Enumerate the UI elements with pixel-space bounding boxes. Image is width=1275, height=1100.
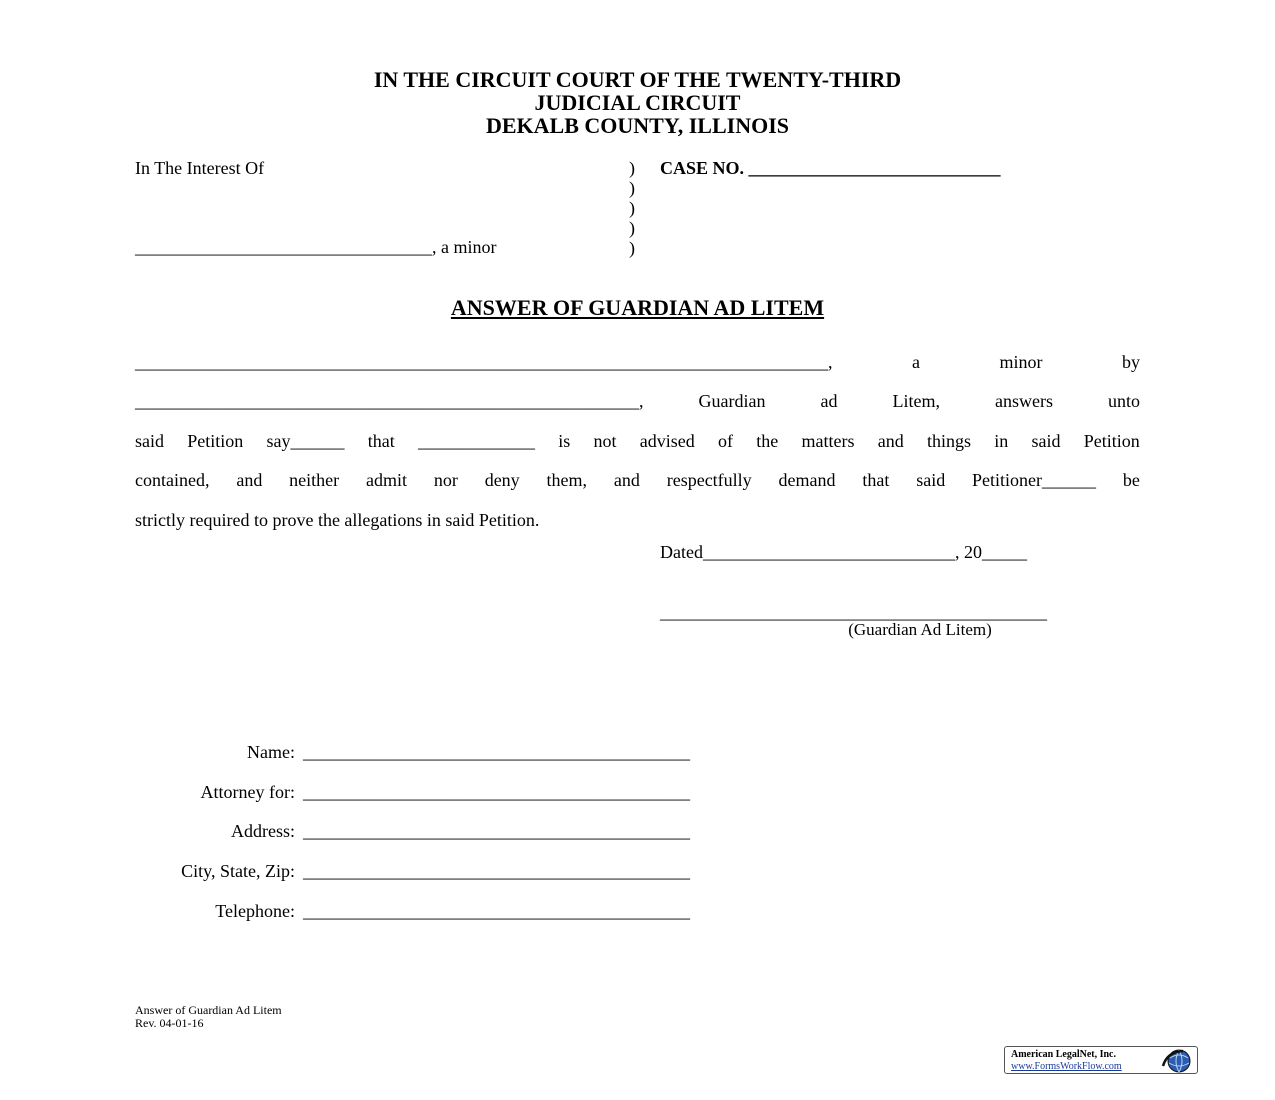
- body-word: ad: [820, 391, 838, 412]
- body-word: not: [593, 430, 617, 451]
- body-word: Petition: [1083, 430, 1140, 451]
- body-word: a: [912, 352, 920, 372]
- body-line-3: [135, 422, 1140, 461]
- attorney-address-row: [135, 812, 690, 852]
- body-word: neither: [289, 470, 340, 491]
- party-blank[interactable]: _____________: [418, 430, 536, 451]
- attorney-block: [135, 733, 690, 931]
- body-word: the: [756, 430, 779, 451]
- body-word: deny: [484, 470, 520, 491]
- body-word: admit: [366, 470, 407, 491]
- body-word: and: [236, 470, 263, 491]
- court-header-line-1: IN THE CIRCUIT COURT OF THE TWENTY-THIRD: [373, 67, 902, 92]
- say-blank[interactable]: say______: [266, 430, 345, 451]
- body-word: said: [1031, 430, 1061, 451]
- body-word: advised: [639, 430, 695, 451]
- body-word: Guardian: [698, 391, 766, 412]
- body-line-5: [135, 501, 1140, 540]
- publisher-name: American LegalNet, Inc.: [1011, 1049, 1116, 1060]
- body-word: is: [558, 430, 571, 451]
- body-word: things: [927, 430, 972, 451]
- caption-paren: ): [629, 238, 635, 258]
- form-footer: [135, 1004, 282, 1030]
- dated-field[interactable]: Dated____________________________, 20_____: [660, 542, 1027, 562]
- minor-name-blank[interactable]: _____________________________________________________________________________,: [135, 352, 833, 372]
- body-word: Litem,: [892, 391, 940, 412]
- body-word: demand: [778, 470, 836, 491]
- body-word: answers: [994, 391, 1053, 412]
- body-word: Petition: [187, 430, 244, 451]
- body-word: said: [135, 430, 164, 451]
- body-text-line: strictly required to prove the allegations in said Petition.: [135, 509, 540, 530]
- body-line-4: [135, 461, 1140, 500]
- body-word: unto: [1107, 391, 1140, 412]
- body-word: by: [1122, 352, 1140, 372]
- court-header-line-3: DEKALB COUNTY, ILLINOIS: [486, 113, 789, 138]
- attorney-telephone-field[interactable]: ___________________________________________: [303, 900, 690, 921]
- signature-line[interactable]: ___________________________________________: [660, 602, 1047, 622]
- attorney-name-row: [135, 733, 690, 773]
- attorney-field-label: Telephone:: [215, 900, 295, 921]
- body-line-2: [135, 382, 1140, 421]
- body-word: be: [1122, 470, 1140, 491]
- attorney-city-field[interactable]: ___________________________________________: [303, 861, 690, 882]
- body-word: said: [916, 470, 946, 491]
- caption-parens: [629, 158, 635, 258]
- court-header: [0, 68, 1275, 137]
- attorney-address-field[interactable]: ___________________________________________: [303, 821, 690, 842]
- attorney-city-row: [135, 852, 690, 892]
- publisher-url[interactable]: www.FormsWorkFlow.com: [1011, 1061, 1122, 1072]
- body-word: and: [877, 430, 904, 451]
- body-word: in: [994, 430, 1009, 451]
- answer-body: [135, 343, 1140, 540]
- body-word: that: [367, 430, 395, 451]
- body-word: nor: [433, 470, 458, 491]
- body-word: of: [718, 430, 734, 451]
- interest-of-label: In The Interest Of: [135, 158, 265, 178]
- caption-paren: ): [629, 198, 635, 218]
- attorney-field-label: Attorney for:: [200, 781, 295, 802]
- attorney-for-row: [135, 773, 690, 813]
- globe-icon: [1159, 1048, 1195, 1074]
- body-word: minor: [999, 352, 1043, 372]
- caption-paren: ): [629, 178, 635, 198]
- caption-paren: ): [629, 158, 635, 178]
- body-word: them,: [546, 470, 588, 491]
- document-title: ANSWER OF GUARDIAN AD LITEM: [450, 295, 825, 320]
- body-line-1: [135, 343, 1140, 382]
- case-number-field[interactable]: CASE NO. ____________________________: [660, 158, 1001, 178]
- court-header-line-2: JUDICIAL CIRCUIT: [534, 90, 741, 115]
- body-word: that: [862, 470, 890, 491]
- form-revision: Rev. 04-01-16: [135, 1016, 204, 1030]
- body-word: matters: [801, 430, 855, 451]
- minor-name-line[interactable]: _________________________________, a minor: [135, 237, 497, 257]
- petitioner-blank[interactable]: Petitioner______: [972, 470, 1097, 491]
- body-word: respectfully: [666, 470, 752, 491]
- body-word: contained,: [135, 470, 210, 491]
- caption-paren: ): [629, 218, 635, 238]
- body-word: and: [613, 470, 640, 491]
- attorney-name-field[interactable]: ___________________________________________: [303, 742, 690, 763]
- attorney-field-label: Name:: [247, 742, 295, 763]
- attorney-telephone-row: [135, 891, 690, 931]
- publisher-logo: [1004, 1046, 1198, 1074]
- attorney-field-label: City, State, Zip:: [181, 861, 295, 882]
- form-name: Answer of Guardian Ad Litem: [135, 1003, 282, 1017]
- guardian-name-blank[interactable]: ________________________________________________________,: [135, 391, 644, 412]
- attorney-field-label: Address:: [231, 821, 295, 842]
- attorney-for-field[interactable]: ___________________________________________: [303, 781, 690, 802]
- signature-label: (Guardian Ad Litem): [848, 620, 992, 639]
